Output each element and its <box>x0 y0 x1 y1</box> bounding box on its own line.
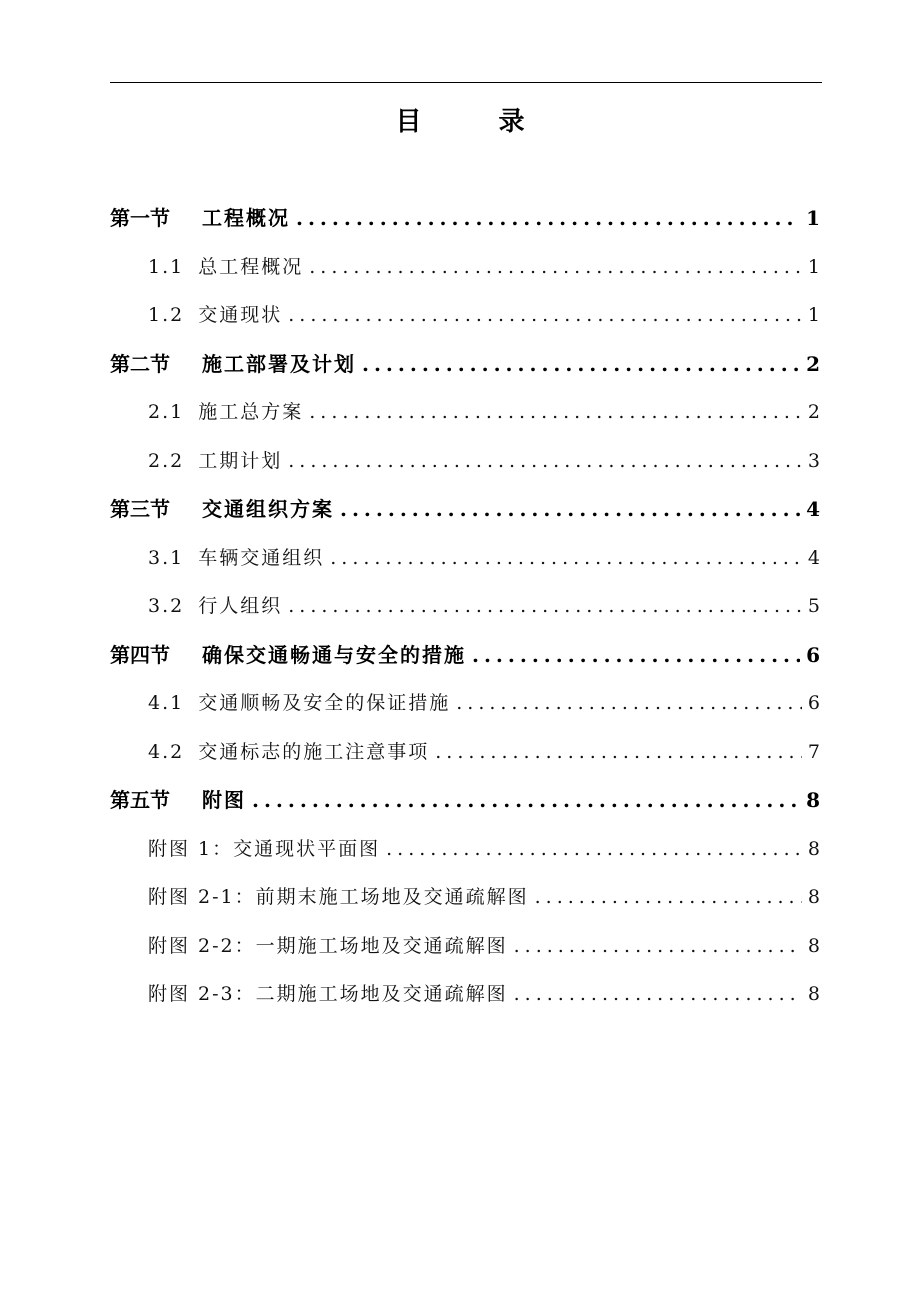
toc-entry[interactable] <box>110 683 820 732</box>
toc-entry[interactable] <box>110 392 820 441</box>
toc-page-number: 1 <box>806 206 820 230</box>
toc-page-number: 1 <box>807 255 820 278</box>
toc-page-number: 8 <box>806 788 820 812</box>
toc-entry-title: 交通顺畅及安全的保证措施 <box>198 692 451 714</box>
toc-entry[interactable] <box>110 974 820 1023</box>
toc-leader-dots <box>386 829 802 869</box>
toc-section-number: 1.1 <box>148 255 185 278</box>
toc-entry[interactable] <box>110 538 820 587</box>
toc-entry[interactable] <box>110 295 820 344</box>
toc-page-number: 8 <box>807 934 820 957</box>
toc-page-number: 8 <box>807 983 820 1005</box>
toc-entry-title: 施工部署及计划 <box>202 351 356 376</box>
toc-entry-title: 行人组织 <box>198 595 283 617</box>
toc-entry[interactable] <box>110 344 820 393</box>
toc-page-number: 5 <box>807 595 820 617</box>
toc-page-number: 6 <box>807 692 820 714</box>
toc-entry[interactable] <box>110 635 820 684</box>
toc-page-number: 4 <box>806 497 820 521</box>
toc-leader-dots <box>288 441 802 481</box>
toc-entry-title: 附图 2-1：前期末施工场地及交通疏解图 <box>148 886 529 908</box>
toc-entry-title: 附图 2-3：二期施工场地及交通疏解图 <box>148 983 508 1005</box>
toc-entry[interactable] <box>110 441 820 490</box>
toc-page-number: 2 <box>806 351 820 376</box>
toc-page-number: 1 <box>807 304 820 326</box>
table-of-contents <box>110 198 820 1023</box>
toc-leader-dots <box>330 538 802 578</box>
toc-leader-dots <box>340 489 800 529</box>
toc-section-number: 4.2 <box>148 740 185 763</box>
toc-leader-dots <box>535 877 802 917</box>
toc-leader-dots <box>472 635 800 675</box>
toc-entry-title: 工期计划 <box>198 449 283 472</box>
toc-leader-dots <box>456 683 802 723</box>
toc-entry-title: 总工程概况 <box>198 255 304 278</box>
toc-page-number: 7 <box>807 740 820 763</box>
toc-section-number: 2.2 <box>148 449 185 472</box>
toc-leader-dots <box>362 344 800 384</box>
toc-entry-title: 附图 1：交通现状平面图 <box>148 837 381 860</box>
header-rule <box>110 82 822 83</box>
toc-entry[interactable] <box>110 198 820 247</box>
toc-page-number: 4 <box>807 546 820 569</box>
toc-entry-title: 交通标志的施工注意事项 <box>198 740 430 763</box>
toc-leader-dots <box>435 732 802 772</box>
toc-entry-title: 附图 <box>202 788 246 812</box>
toc-entry[interactable] <box>110 732 820 781</box>
toc-leader-dots <box>514 926 802 966</box>
toc-leader-dots <box>288 586 802 626</box>
toc-leader-dots <box>296 198 800 238</box>
toc-entry[interactable] <box>110 586 820 635</box>
page-title: 目 录 <box>395 107 559 137</box>
toc-section-number: 第二节 <box>110 351 170 376</box>
toc-leader-dots <box>514 974 802 1014</box>
toc-section-number: 1.2 <box>148 304 185 326</box>
toc-leader-dots <box>309 247 802 287</box>
toc-entry[interactable] <box>110 247 820 296</box>
toc-entry-title: 交通现状 <box>198 304 283 326</box>
toc-section-number: 第一节 <box>110 206 170 230</box>
toc-section-number: 3.1 <box>148 546 185 569</box>
toc-entry[interactable] <box>110 780 820 829</box>
toc-leader-dots <box>288 295 802 335</box>
toc-page-number: 8 <box>807 837 820 860</box>
toc-page-number: 3 <box>807 449 820 472</box>
toc-entry[interactable] <box>110 829 820 878</box>
toc-page-number: 6 <box>806 642 820 667</box>
toc-entry-title: 车辆交通组织 <box>198 546 325 569</box>
toc-section-number: 2.1 <box>148 401 185 423</box>
toc-section-number: 第五节 <box>110 788 170 812</box>
toc-leader-dots <box>309 392 802 432</box>
toc-entry[interactable] <box>110 926 820 975</box>
toc-entry[interactable] <box>110 489 820 538</box>
toc-section-number: 第三节 <box>110 497 170 521</box>
toc-leader-dots <box>252 780 800 820</box>
toc-section-number: 第四节 <box>110 642 170 667</box>
toc-page-number: 2 <box>807 401 820 423</box>
toc-entry[interactable] <box>110 877 820 926</box>
toc-entry-title: 交通组织方案 <box>202 497 334 521</box>
toc-section-number: 3.2 <box>148 595 185 617</box>
toc-page-number: 8 <box>807 886 820 908</box>
toc-entry-title: 施工总方案 <box>198 401 304 423</box>
toc-entry-title: 工程概况 <box>202 206 290 230</box>
toc-entry-title: 附图 2-2：一期施工场地及交通疏解图 <box>148 934 508 957</box>
toc-section-number: 4.1 <box>148 692 185 714</box>
toc-entry-title: 确保交通畅通与安全的措施 <box>202 642 466 667</box>
